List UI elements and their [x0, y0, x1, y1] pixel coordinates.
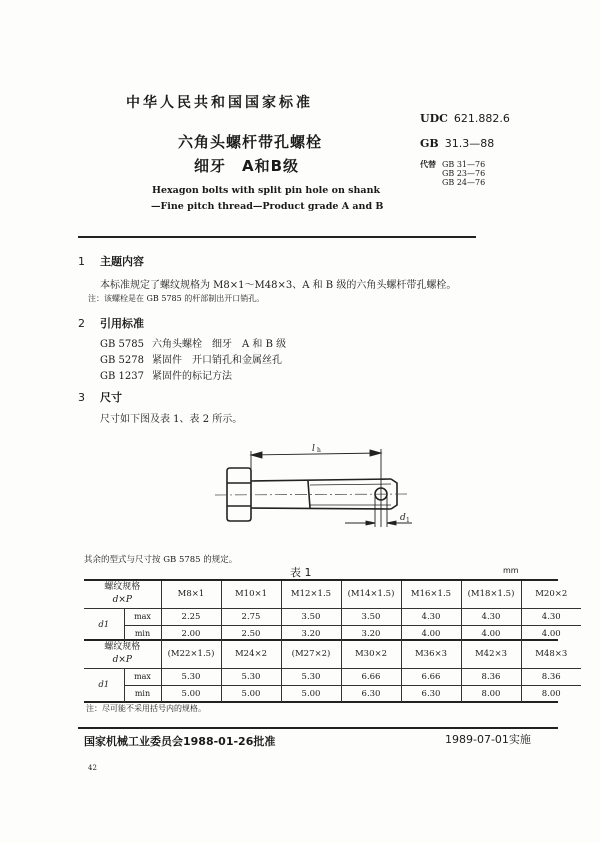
- max-label: max: [124, 608, 161, 625]
- table-row: [84, 625, 581, 642]
- spec-cell: M30×2: [341, 641, 401, 668]
- svg-text:h: h: [317, 447, 321, 454]
- table-row: [84, 581, 581, 608]
- national-standard-heading: 中华人民共和国国家标准: [126, 95, 313, 111]
- section-3-heading: 3 尺寸: [78, 391, 122, 404]
- spec-table-block-2: [84, 641, 581, 702]
- hole-diameter-label: d: [400, 513, 406, 523]
- table-row: [84, 608, 581, 625]
- table-row: [84, 685, 581, 702]
- section-1-heading: 1 主题内容: [78, 255, 144, 268]
- min-cell: 2.50: [221, 625, 281, 642]
- spec-cell: M8×1: [161, 581, 221, 608]
- bolt-drawing: [200, 435, 430, 545]
- min-cell: 8.00: [461, 685, 521, 702]
- d1-label-cell: d1: [84, 608, 124, 642]
- min-cell: 3.20: [281, 625, 341, 642]
- footer-divider: [78, 727, 558, 729]
- title-en-line2: —Fine pitch thread—Product grade A and B: [151, 201, 384, 212]
- title-cn-line1: 六角头螺杆带孔螺栓: [178, 133, 323, 151]
- max-cell: 3.50: [341, 608, 401, 625]
- min-cell: 5.00: [221, 685, 281, 702]
- spec-cell: M10×1: [221, 581, 281, 608]
- max-cell: 4.30: [401, 608, 461, 625]
- d1-label-cell: d1: [84, 668, 124, 702]
- max-cell: 2.25: [161, 608, 221, 625]
- min-cell: 5.00: [161, 685, 221, 702]
- max-cell: 5.30: [221, 668, 281, 685]
- spec-cell: M20×2: [521, 581, 581, 608]
- header-divider: [78, 236, 476, 238]
- max-cell: 6.66: [341, 668, 401, 685]
- section-3-body: 尺寸如下图及表 1、表 2 所示。: [100, 414, 243, 425]
- spec-cell: (M22×1.5): [161, 641, 221, 668]
- spec-cell: (M27×2): [281, 641, 341, 668]
- spec-cell: (M18×1.5): [461, 581, 521, 608]
- spec-cell: M36×3: [401, 641, 461, 668]
- spec-cell: M42×3: [461, 641, 521, 668]
- table-unit: mm: [503, 566, 519, 575]
- replaces-item: GB 31—76: [442, 160, 486, 169]
- page-number: 42: [88, 764, 97, 772]
- effective-date: 1989-07-01实施: [445, 733, 531, 746]
- min-cell: 8.00: [541, 688, 561, 699]
- min-cell: 4.00: [401, 625, 461, 642]
- max-cell: 4.30: [521, 608, 581, 625]
- reference-row: GB 5278 紧固件 开口销孔和金属丝孔: [100, 355, 282, 366]
- udc-value: 621.882.6: [453, 112, 510, 125]
- max-cell: 6.66: [401, 668, 461, 685]
- reference-row: GB 1237 紧固件的标记方法: [100, 371, 232, 382]
- min-cell: 3.20: [341, 625, 401, 642]
- replaces-item: GB 24—76: [442, 178, 486, 187]
- spec-cell: M16×1.5: [401, 581, 461, 608]
- table-row: [84, 641, 581, 668]
- spec-table-block-1: [84, 581, 581, 642]
- spec-cell: M24×2: [221, 641, 281, 668]
- min-cell: 5.00: [281, 685, 341, 702]
- udc-code: [420, 112, 510, 125]
- table-caption: 表 1: [290, 566, 312, 579]
- max-cell: 5.30: [161, 668, 221, 685]
- min-cell: 4.00: [461, 625, 521, 642]
- max-cell: 2.75: [221, 608, 281, 625]
- title-en-line1: Hexagon bolts with split pin hole on shank: [152, 185, 381, 196]
- section-1-note: 注：该螺栓是在 GB 5785 的杆部制出开口销孔。: [88, 294, 265, 303]
- replaces-item: GB 23—76: [442, 169, 486, 178]
- max-cell: 3.50: [281, 608, 341, 625]
- min-label: min: [124, 685, 161, 702]
- max-cell: 5.30: [281, 668, 341, 685]
- max-label: max: [124, 668, 161, 685]
- replaces-label: 代替: [420, 160, 436, 169]
- udc-label: UDC: [420, 112, 448, 125]
- section-2-heading: 2 引用标准: [78, 317, 144, 330]
- spec-label-cell: 螺纹规格 d×P: [84, 641, 161, 668]
- replaces-block: [420, 160, 485, 187]
- min-label: min: [124, 625, 161, 642]
- min-cell: 2.00: [161, 625, 221, 642]
- section-1-body: 本标准规定了螺纹规格为 M8×1～M48×3、A 和 B 级的六角头螺杆带孔螺栓。: [100, 280, 457, 291]
- approval-text: 国家机械工业委员会1988-01-26批准: [84, 735, 276, 748]
- min-cell: 4.00: [541, 628, 561, 639]
- gb-label: GB: [420, 137, 439, 150]
- gb-value: 31.3—88: [444, 137, 495, 150]
- spec-cell: M48×3: [521, 641, 581, 668]
- spec-cell: (M14×1.5): [341, 581, 401, 608]
- figure-note: 其余的型式与尺寸按 GB 5785 的规定。: [84, 555, 238, 565]
- reference-row: GB 5785 六角头螺栓 细牙 A 和 B 级: [100, 339, 287, 350]
- spec-label-cell: 螺纹规格 d×P: [84, 581, 161, 608]
- title-cn-line2: 细牙 A和B级: [194, 157, 300, 175]
- gb-code: [420, 137, 494, 150]
- table-row: [84, 668, 581, 685]
- table-note: 注：尽可能不采用括号内的规格。: [86, 704, 206, 713]
- min-cell: 6.30: [401, 685, 461, 702]
- length-label: l: [312, 444, 315, 454]
- max-cell: 8.36: [461, 668, 521, 685]
- spec-cell: M12×1.5: [281, 581, 341, 608]
- svg-text:1: 1: [406, 517, 410, 524]
- max-cell: 4.30: [461, 608, 521, 625]
- min-cell: 6.30: [341, 685, 401, 702]
- max-cell: 8.36: [521, 668, 581, 685]
